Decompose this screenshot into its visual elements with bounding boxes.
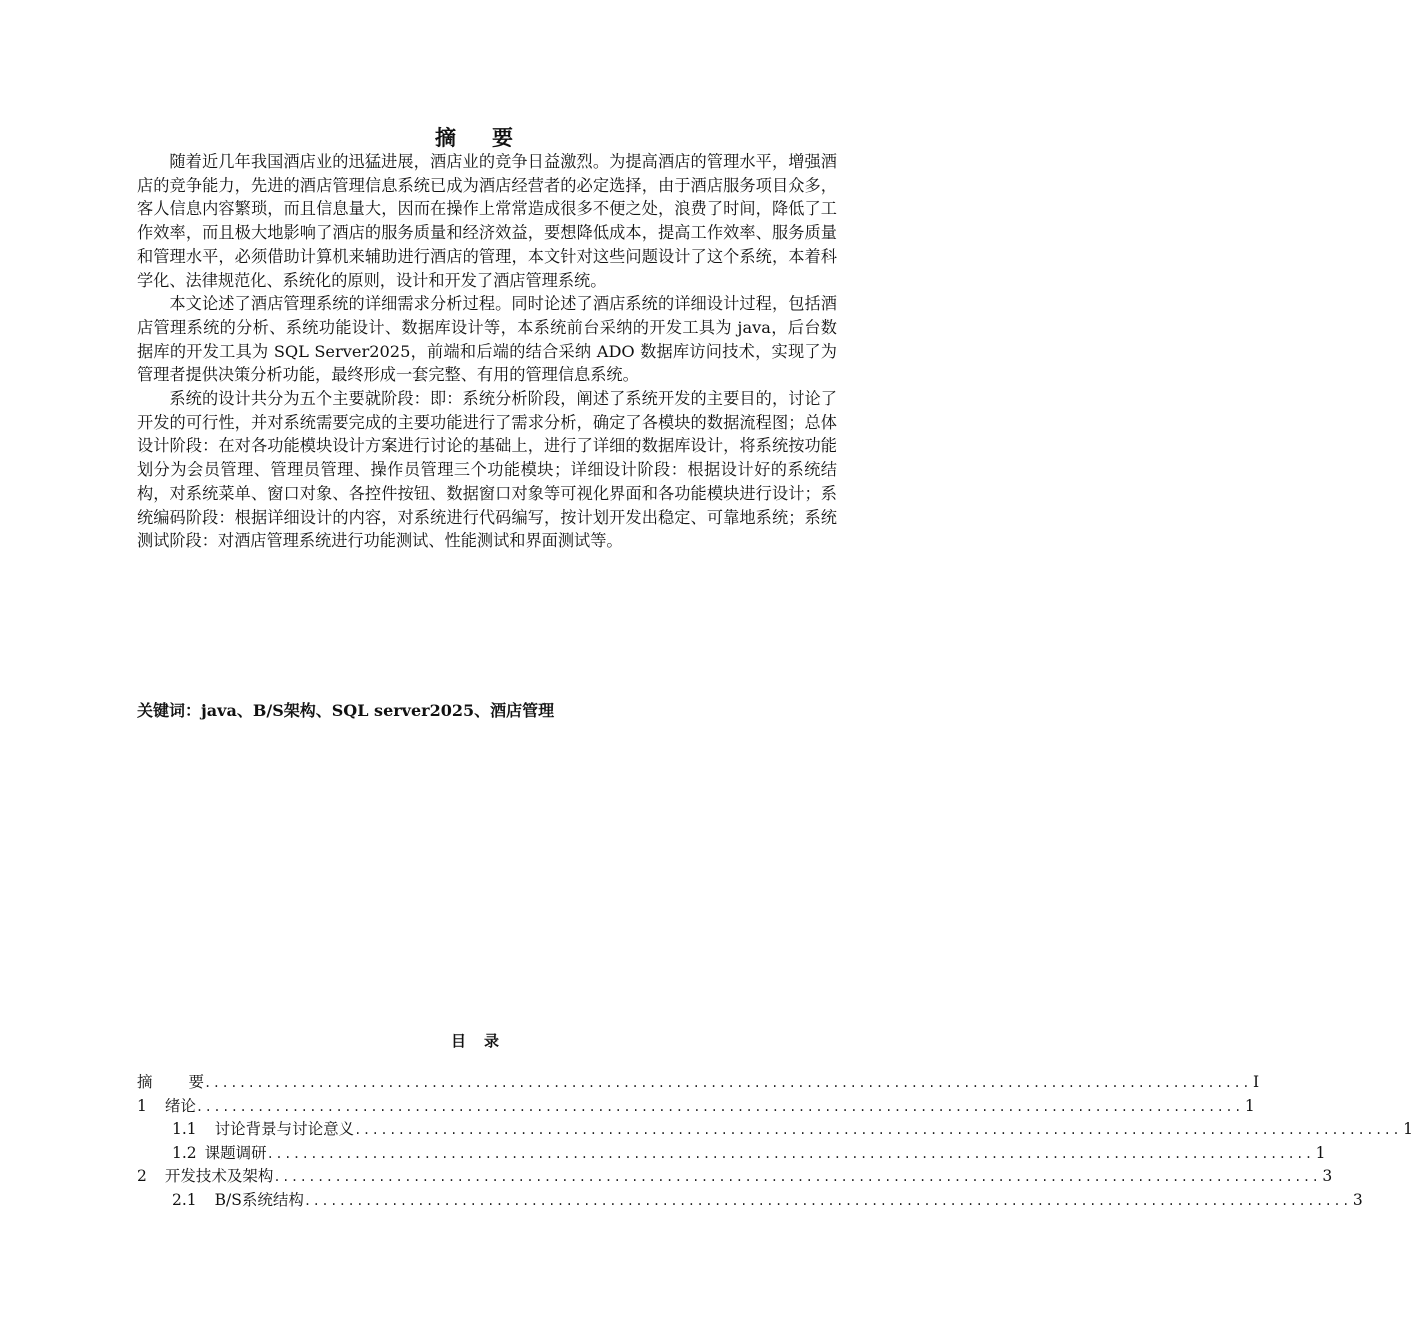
toc-entry-page: 1 [1315,1143,1326,1162]
toc-entry-1[interactable] [137,1094,1255,1118]
toc-leader-dots: ........................................................................................................................ [266,1146,1314,1161]
toc-entry-2[interactable] [137,1164,1333,1188]
abstract-heading-part2: 要 [492,126,515,150]
toc-entry-title: 课题调研 [204,1143,267,1162]
toc-leader-dots: ........................................................................................................................ [204,1076,1251,1090]
toc-entry-number: 2.1 [172,1190,197,1209]
toc-entry-number: 2 [137,1167,147,1185]
toc-entry-title: 开发技术及架构 [164,1167,274,1185]
toc-entry-title: 绪论 [164,1096,196,1115]
toc-entry-number: 1.2 [172,1143,197,1162]
toc-entry-number: 1 [137,1096,147,1115]
abstract-paragraph-1: 随着近几年我国酒店业的迅猛进展，酒店业的竞争日益激烈。为提高酒店的管理水平，增强酒店的竞争能力，先进的酒店管理信息系统已成为酒店经营者的必定选择，由于酒店服务项目众多，客人信息内容繁琐，而且信息量大，因而在操作上常常造成很多不便之处，浪费了时间，降低了工作效率，而且极大地影响了酒店的服务质量和经济效益，要想降低成本，提高工作效率、服务质量和管理水平，必须借助计算机来辅助进行酒店的管理，本文针对这些问题设计了这个系统，本着科学化、法律规范化、系统化的原则，设计和开发了酒店管理系统。 [137,152,837,290]
toc-entry-page: 3 [1322,1167,1333,1185]
toc-entry-1-2[interactable] [137,1141,1326,1165]
keywords-line: 关键词：java、B/S架构、SQL server2025、酒店管理 [137,701,555,720]
toc-heading [0,1030,950,1051]
toc-entry-title: 要 [188,1073,205,1091]
toc-heading-part1: 目 [450,1032,466,1050]
toc-leader-dots: ........................................................................................................................ [273,1170,1321,1184]
toc-entry-title: B/S系统结构 [214,1190,304,1209]
abstract-paragraph-2: 本文论述了酒店管理系统的详细需求分析过程。同时论述了酒店系统的详细设计过程，包括酒店管理系统的分析、系统功能设计、数据库设计等，本系统前台采纳的开发工具为 java，后台数据库的开发工具为 SQL Server2025，前端和后端的结合采纳 ADO 数据库访问技术，实现了为管理者提供决策分析功能，最终形成一套完整、有用的管理信息系统。 [137,294,837,385]
toc-leader-dots: ........................................................................................................................ [303,1193,1351,1208]
abstract-paragraph-3: 系统的设计共分为五个主要就阶段：即：系统分析阶段，阐述了系统开发的主要目的，讨论了开发的可行性，并对系统需要完成的主要功能进行了需求分析，确定了各模块的数据流程图；总体设计阶段：在对各功能模块设计方案进行讨论的基础上，进行了详细的数据库设计，将系统按功能划分为会员管理、管理员管理、操作员管理三个功能模块；详细设计阶段：根据设计好的系统结构，对系统菜单、窗口对象、各控件按钮、数据窗口对象等可视化界面和各功能模块进行设计；系统编码阶段：根据详细设计的内容，对系统进行代码编写，按计划开发出稳定、可靠地系统；系统测试阶段：对酒店管理系统进行功能测试、性能测试和界面测试等。 [137,389,837,551]
abstract-body [137,150,837,553]
toc-entry-title: 讨论背景与讨论意义 [214,1120,355,1138]
toc-heading-part2: 录 [484,1032,500,1050]
abstract-heading-part1: 摘 [435,126,458,150]
toc-entry-number: 摘 [137,1073,153,1091]
toc-entry-page: 1 [1403,1120,1413,1138]
toc-leader-dots: ........................................................................................................................ [354,1123,1402,1137]
toc-entry-2-1[interactable] [137,1188,1363,1212]
toc-entry-1-1[interactable] [137,1117,1413,1141]
toc-entry-page: 3 [1352,1190,1363,1209]
table-of-contents [137,1070,1413,1211]
toc-entry-abstract[interactable] [137,1070,1260,1094]
toc-leader-dots: ........................................................................................................................ [195,1099,1243,1114]
toc-entry-page: 1 [1244,1096,1255,1115]
toc-entry-number: 1.1 [172,1120,197,1138]
abstract-heading [0,122,950,152]
toc-entry-page: I [1252,1073,1260,1091]
